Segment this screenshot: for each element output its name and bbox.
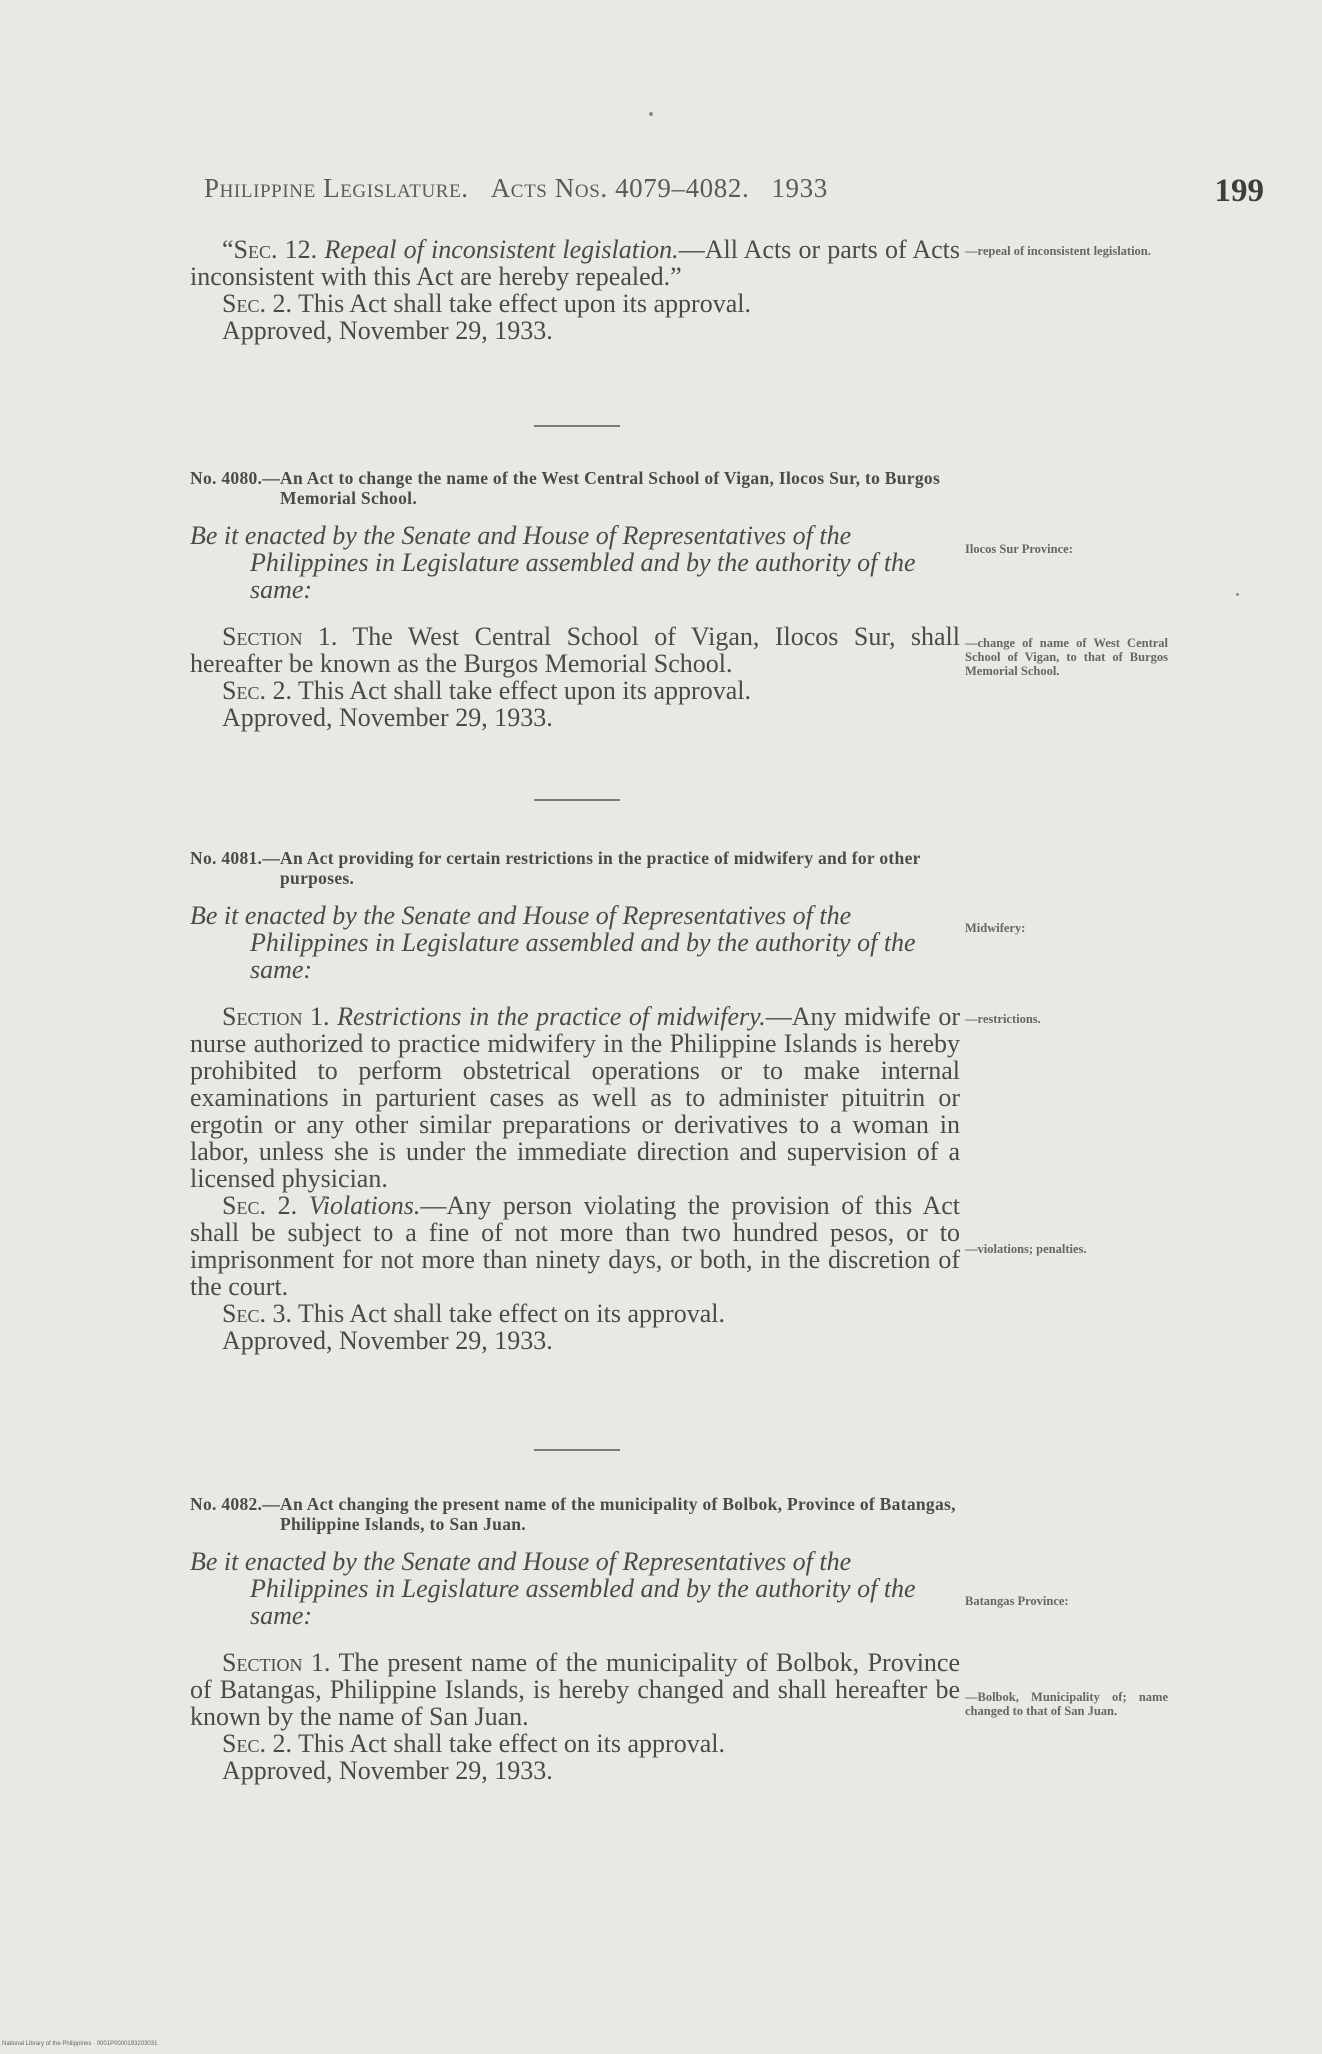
sec-12-text: —All Acts or parts of Acts inconsistent with this Act are hereby repealed.” (190, 235, 960, 291)
page-number: 199 (1214, 173, 1264, 209)
sec-2-title: Violations. (308, 1191, 421, 1220)
approved-date: Approved, November 29, 1933. (222, 1756, 553, 1785)
sec-12-paragraph (190, 236, 960, 290)
marginal-note-violations: —violations; penalties. (965, 1242, 1087, 1256)
marginal-note-restrictions: —restrictions. (965, 1012, 1041, 1026)
marginal-note-province: Ilocos Sur Province: (965, 542, 1073, 556)
sec-2-paragraph (190, 677, 960, 704)
sec-3-text: This Act shall take effect on its approval. (298, 1299, 725, 1328)
sec-1-text: —Any midwife or nurse authorized to practice midwifery in the Philippine Islands is hereby prohibited to perform obstetrical operations or to make internal examinations in parturient cases as well as to administer pituitrin or ergotin or any other similar preparations or derivatives to a woman in labor, unless she is under the immediate direction and supervision of a licensed physician. (190, 1002, 961, 1193)
sec-1-lead: Section 1. (222, 1002, 330, 1031)
scan-footer: National Library of the Philippines · 0001P0000193203031 (2, 2041, 158, 2047)
sec-12-lead: “Sec. 12. (222, 235, 318, 264)
sec-3-paragraph (190, 1300, 960, 1327)
running-header (204, 173, 1264, 213)
sec-2-paragraph (190, 290, 960, 317)
sec-1-lead: Section 1. (222, 622, 338, 651)
act-4082-title: No. 4082.—An Act changing the present name of the municipality of Bolbok, Province of Batangas, Philippine Islands, to San Juan. (190, 1494, 956, 1534)
sec-2-lead: Sec. 2. (222, 1729, 292, 1758)
act-4081 (190, 848, 960, 1354)
sec-2-lead: Sec. 2. (222, 676, 292, 705)
marginal-note-topic: Midwifery: (965, 921, 1026, 935)
sec-1-paragraph (190, 623, 960, 677)
header-legislature: Philippine Legislature. (204, 173, 469, 203)
enacting-clause: Be it enacted by the Senate and House of Representatives of the Philippines in Legislature assembled and by the authority of the same: (190, 1547, 916, 1630)
sec-2-text: —Any person violating the provision of this Act shall be subject to a fine of not more than two hundred pesos, or to imprisonment for not more than ninety days, or both, in the discretion of the court. (190, 1191, 961, 1301)
sec-3-lead: Sec. 3. (222, 1299, 292, 1328)
header-acts: Acts Nos. 4079–4082. (490, 173, 750, 203)
sec-12-title: Repeal of inconsistent legislation. (324, 235, 679, 264)
enacting-clause: Be it enacted by the Senate and House of Representatives of the Philippines in Legislature assembled and by the authority of the same: (190, 521, 916, 604)
act-4081-title: No. 4081.—An Act providing for certain restrictions in the practice of midwifery and for other purposes. (190, 848, 921, 888)
section-divider (534, 799, 620, 801)
header-year: 1933 (771, 173, 828, 203)
scan-speck (649, 112, 653, 116)
marginal-note-change: —change of name of West Central School of Vigan, to that of Burgos Memorial School. (965, 636, 1168, 678)
approved-date: Approved, November 29, 1933. (222, 1326, 553, 1355)
approved-date: Approved, November 29, 1933. (222, 703, 553, 732)
sec-2-text: This Act shall take effect upon its approval. (298, 676, 751, 705)
act-4079-end (190, 236, 960, 344)
sec-1-text: The present name of the municipality of Bolbok, Province of Batangas, Philippine Islands, is hereby changed and shall hereafter be known by the name of San Juan. (190, 1648, 961, 1731)
sec-1-text: The West Central School of Vigan, Ilocos Sur, shall hereafter be known as the Burgos Memorial School. (190, 622, 961, 678)
marginal-note-change: —Bolbok, Municipality of; name changed to that of San Juan. (965, 1690, 1168, 1718)
act-4080 (190, 468, 960, 731)
sec-2-text: This Act shall take effect upon its approval. (298, 289, 751, 318)
enacting-clause: Be it enacted by the Senate and House of Representatives of the Philippines in Legislature assembled and by the authority of the same: (190, 901, 916, 984)
marginal-note: —repeal of inconsistent legislation. (965, 244, 1151, 258)
sec-1-paragraph (190, 1003, 960, 1192)
sec-2-lead: Sec. 2. (222, 1191, 298, 1220)
act-4080-title: No. 4080.—An Act to change the name of the West Central School of Vigan, Ilocos Sur, to Burgos Memorial School. (190, 468, 941, 508)
section-divider (534, 425, 620, 427)
sec-1-paragraph (190, 1649, 960, 1730)
approved-date: Approved, November 29, 1933. (222, 316, 553, 345)
header-title (204, 173, 828, 204)
marginal-note-province: Batangas Province: (965, 1594, 1069, 1608)
sec-1-title: Restrictions in the practice of midwifery. (337, 1002, 766, 1031)
act-4082 (190, 1494, 960, 1784)
scan-speck (1236, 593, 1239, 596)
sec-2-paragraph (190, 1730, 960, 1757)
sec-1-lead: Section 1. (222, 1648, 331, 1677)
sec-2-paragraph (190, 1192, 960, 1300)
section-divider (534, 1449, 620, 1451)
sec-2-text: This Act shall take effect on its approval. (298, 1729, 725, 1758)
sec-2-lead: Sec. 2. (222, 289, 292, 318)
